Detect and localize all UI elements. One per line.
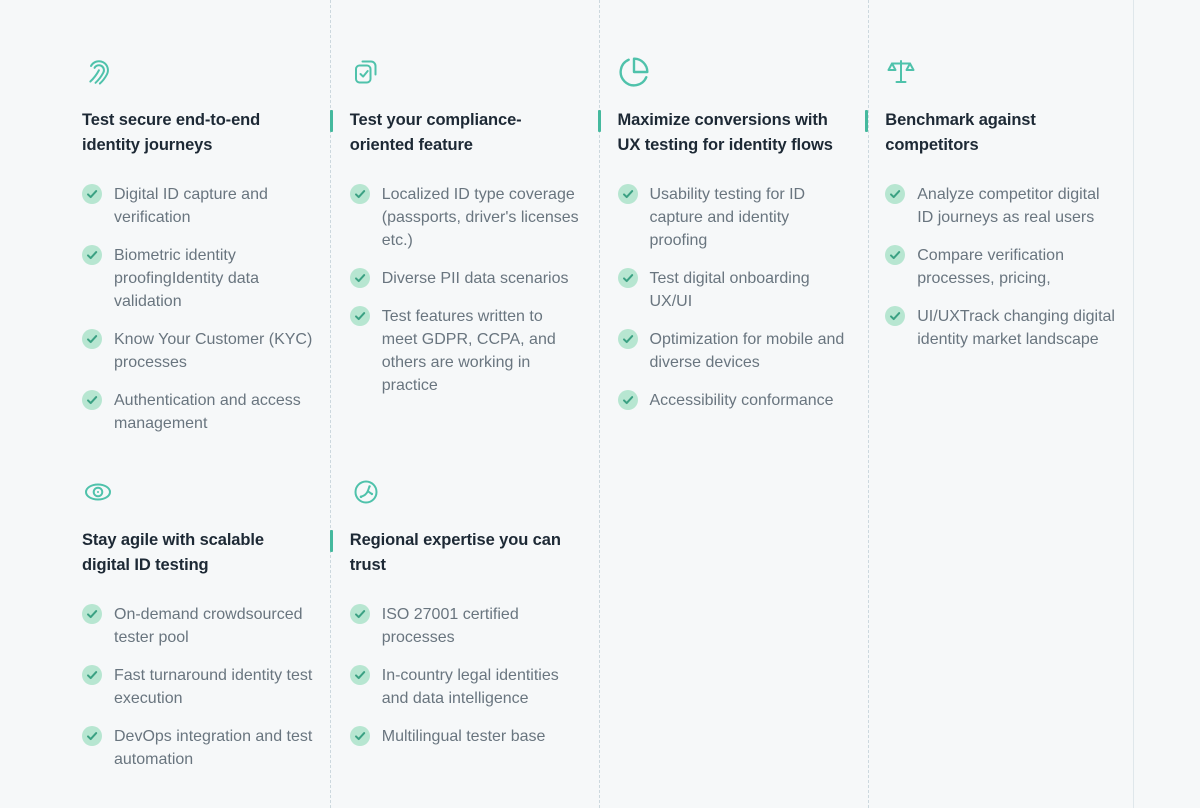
list-item-text: Test features written to meet GDPR, CCPA, and others are working in practice — [381, 308, 556, 394]
check-icon — [618, 268, 638, 288]
list-item-text: Compare verification processes, pricing, — [917, 247, 1064, 287]
list-item — [885, 183, 1117, 229]
list-item — [82, 389, 314, 435]
feature-list — [82, 183, 314, 435]
check-icon — [350, 604, 370, 624]
check-icon — [82, 329, 102, 349]
list-item-text: In-country legal identities and data intelligence — [381, 667, 559, 707]
check-icon — [350, 306, 370, 326]
list-item — [618, 267, 850, 313]
list-item-text: UI/UXTrack changing digital identity market landscape — [917, 308, 1115, 348]
list-item — [82, 183, 314, 229]
list-item — [618, 183, 850, 252]
globe-network-icon — [350, 476, 382, 508]
feature-card — [598, 56, 866, 476]
list-item-text: Diverse PII data scenarios — [381, 270, 569, 287]
check-icon — [618, 390, 638, 410]
check-icon — [82, 665, 102, 685]
list-item — [82, 664, 314, 710]
list-item — [350, 603, 582, 649]
list-item — [350, 725, 582, 748]
check-icon — [618, 329, 638, 349]
check-icon — [350, 726, 370, 746]
list-item-text: Digital ID capture and verification — [114, 186, 268, 226]
check-icon — [618, 184, 638, 204]
list-item-text: Localized ID type coverage (passports, driver's licenses etc.) — [381, 186, 579, 249]
list-item — [350, 305, 582, 397]
card-title: Test secure end-to-end identity journeys — [82, 111, 261, 154]
list-item-text: Test digital onboarding UX/UI — [649, 270, 810, 310]
list-item — [82, 244, 314, 313]
list-item — [618, 389, 850, 412]
list-item-text: Optimization for mobile and diverse devices — [649, 331, 845, 371]
list-item — [618, 328, 850, 374]
list-item — [82, 328, 314, 374]
list-item — [350, 183, 582, 252]
section-right-border — [1133, 0, 1134, 808]
list-item — [82, 603, 314, 649]
fingerprint-icon — [82, 56, 114, 88]
pie-chart-icon — [618, 56, 650, 88]
eye-icon — [82, 476, 114, 508]
check-icon — [82, 245, 102, 265]
check-icon — [885, 306, 905, 326]
feature-card — [330, 56, 598, 476]
feature-list — [350, 603, 582, 748]
check-icon — [885, 184, 905, 204]
list-item-text: Multilingual tester base — [381, 728, 546, 745]
cards-grid — [62, 0, 1133, 786]
feature-list — [350, 183, 582, 397]
list-item-text: Analyze competitor digital ID journeys as real users — [917, 186, 1100, 226]
list-item-text: Accessibility conformance — [649, 392, 834, 409]
list-item-text: Usability testing for ID capture and identity proofing — [649, 186, 806, 249]
list-item-text: Authentication and access management — [114, 392, 301, 432]
feature-list — [618, 183, 850, 412]
check-icon — [82, 390, 102, 410]
list-item-text: ISO 27001 certified processes — [381, 606, 519, 646]
feature-card — [330, 476, 598, 786]
list-item — [885, 244, 1117, 290]
feature-card — [62, 56, 330, 476]
list-item — [350, 267, 582, 290]
card-title: Regional expertise you can trust — [350, 528, 582, 578]
check-icon — [885, 245, 905, 265]
check-icon — [350, 184, 370, 204]
list-item-text: On-demand crowdsourced tester pool — [114, 606, 303, 646]
check-icon — [82, 604, 102, 624]
feature-list — [82, 603, 314, 771]
feature-card — [62, 476, 330, 786]
check-icon — [82, 184, 102, 204]
card-title: Benchmark against competitors — [885, 108, 1117, 158]
feature-card — [865, 56, 1133, 476]
list-item — [350, 664, 582, 710]
copy-check-icon — [350, 56, 382, 88]
check-icon — [350, 665, 370, 685]
list-item — [885, 305, 1117, 351]
feature-list — [885, 183, 1117, 351]
list-item-text: Know Your Customer (KYC) processes — [114, 331, 313, 371]
list-item-text: Biometric identity proofingIdentity data validation — [114, 247, 259, 310]
list-item-text: DevOps integration and test automation — [114, 728, 313, 768]
check-icon — [350, 268, 370, 288]
card-title: Test your compliance-oriented feature — [350, 108, 582, 158]
list-item-text: Fast turnaround identity test execution — [114, 667, 313, 707]
list-item — [82, 725, 314, 771]
card-title: Maximize conversions with UX testing for identity flows — [618, 108, 850, 158]
card-title: Stay agile with scalable digital ID testing — [82, 531, 264, 574]
check-icon — [82, 726, 102, 746]
scales-icon — [885, 56, 917, 88]
